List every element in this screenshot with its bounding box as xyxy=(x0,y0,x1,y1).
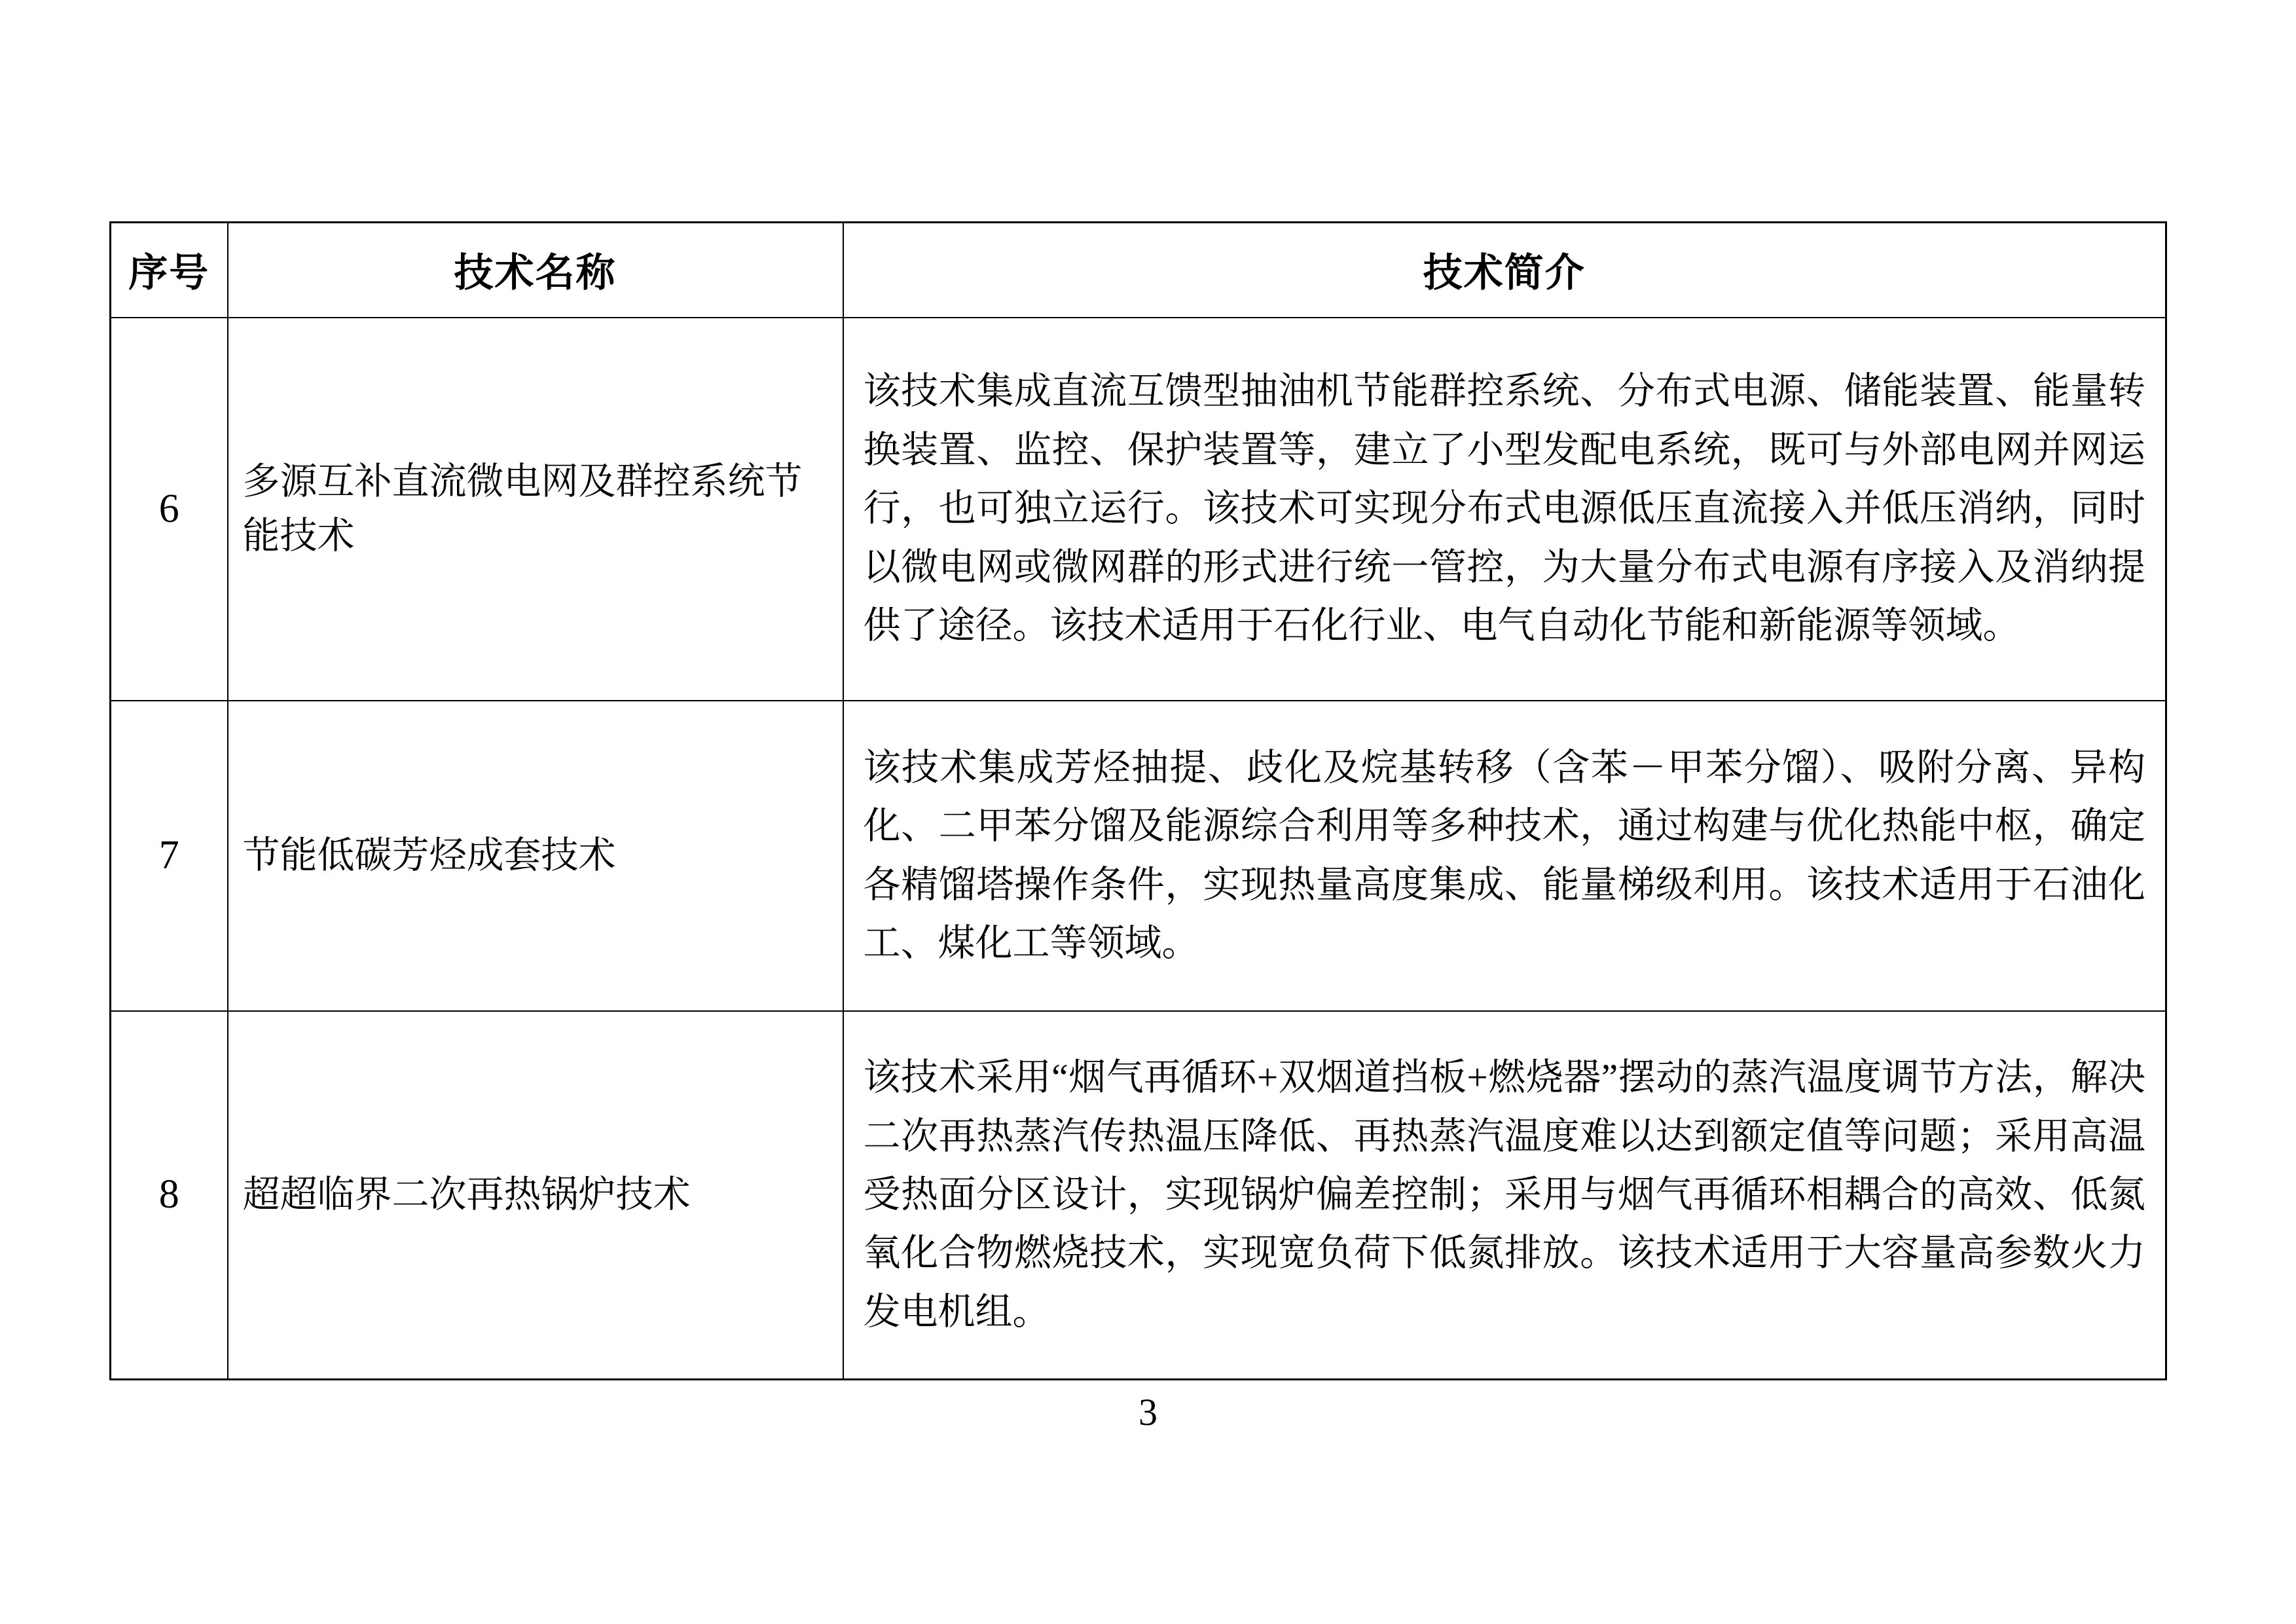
row-technology-intro: 该技术采用“烟气再循环+双烟道挡板+燃烧器”摆动的蒸汽温度调节方法，解决二次再热蒸汽传热温压降低、再热蒸汽温度难以达到额定值等问题；采用高温受热面分区设计，实现锅炉偏差控制；采用与烟气再循环相耦合的高效、低氮氧化合物燃烧技术，实现宽负荷下低氮排放。该技术适用于大容量高参数火力发电机组。 xyxy=(843,1011,2166,1380)
technology-table xyxy=(109,221,2167,1380)
row-technology-name: 多源互补直流微电网及群控系统节能技术 xyxy=(228,318,843,701)
row-serial-number: 7 xyxy=(111,701,228,1011)
header-serial-number: 序号 xyxy=(111,223,228,318)
page-number: 3 xyxy=(1139,1391,1157,1433)
table-header-row xyxy=(111,223,2166,318)
row-technology-intro: 该技术集成芳烃抽提、歧化及烷基转移（含苯－甲苯分馏）、吸附分离、异构化、二甲苯分馏及能源综合利用等多种技术，通过构建与优化热能中枢，确定各精馏塔操作条件，实现热量高度集成、能量梯级利用。该技术适用于石油化工、煤化工等领域。 xyxy=(843,701,2166,1011)
row-technology-intro: 该技术集成直流互馈型抽油机节能群控系统、分布式电源、储能装置、能量转换装置、监控、保护装置等，建立了小型发配电系统，既可与外部电网并网运行，也可独立运行。该技术可实现分布式电源低压直流接入并低压消纳，同时以微电网或微网群的形式进行统一管控，为大量分布式电源有序接入及消纳提供了途径。该技术适用于石化行业、电气自动化节能和新能源等领域。 xyxy=(843,318,2166,701)
table-row xyxy=(111,701,2166,1011)
row-technology-name: 超超临界二次再热锅炉技术 xyxy=(228,1011,843,1380)
header-technology-intro: 技术简介 xyxy=(843,223,2166,318)
row-technology-name: 节能低碳芳烃成套技术 xyxy=(228,701,843,1011)
row-serial-number: 6 xyxy=(111,318,228,701)
row-serial-number: 8 xyxy=(111,1011,228,1380)
header-technology-name: 技术名称 xyxy=(228,223,843,318)
table-row xyxy=(111,1011,2166,1380)
table-row xyxy=(111,318,2166,701)
